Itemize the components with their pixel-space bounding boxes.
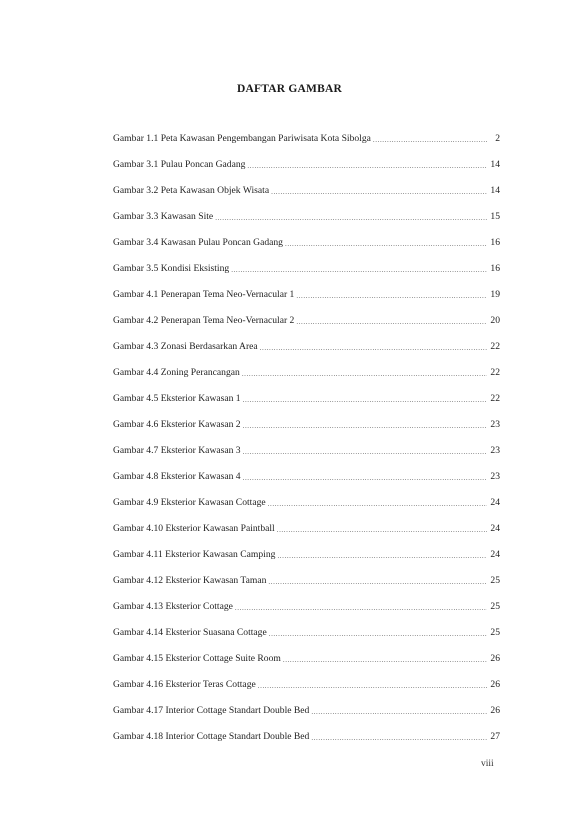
figure-caption: Gambar 4.3 Zonasi Berdasarkan Area: [113, 341, 258, 352]
figure-caption: Gambar 3.1 Pulau Poncan Gadang: [113, 159, 246, 170]
list-item: [113, 210, 500, 236]
dot-leader: [268, 496, 487, 512]
figure-caption: Gambar 4.16 Eksterior Teras Cottage: [113, 679, 256, 690]
list-item: [113, 600, 500, 626]
figure-caption: Gambar 3.5 Kondisi Eksisting: [113, 263, 230, 274]
dot-leader: [285, 236, 487, 252]
dot-leader: [243, 418, 487, 434]
list-item: [113, 314, 500, 340]
figure-page-number: 20: [490, 315, 500, 326]
figure-page-number: 15: [490, 211, 500, 222]
dot-leader: [373, 132, 487, 148]
figure-page-number: 26: [490, 653, 500, 664]
dot-leader: [231, 262, 487, 278]
figure-caption: Gambar 4.2 Penerapan Tema Neo-Vernacular 2: [113, 315, 295, 326]
figure-caption: Gambar 4.6 Eksterior Kawasan 2: [113, 419, 241, 430]
figure-caption: Gambar 4.15 Eksterior Cottage Suite Room: [113, 653, 281, 664]
figure-caption: Gambar 4.5 Eksterior Kawasan 1: [113, 393, 241, 404]
page-number: viii: [481, 759, 494, 769]
list-item: [113, 678, 500, 704]
list-item: [113, 184, 500, 210]
list-item: [113, 262, 500, 288]
figure-page-number: 23: [490, 445, 500, 456]
figure-caption: Gambar 4.7 Eksterior Kawasan 3: [113, 445, 241, 456]
figure-page-number: 14: [490, 159, 500, 170]
dot-leader: [296, 288, 487, 304]
dot-leader: [271, 184, 487, 200]
dot-leader: [260, 340, 487, 356]
figure-caption: Gambar 4.14 Eksterior Suasana Cottage: [113, 627, 267, 638]
page-title: DAFTAR GAMBAR: [237, 83, 342, 95]
figure-caption: Gambar 4.10 Eksterior Kawasan Paintball: [113, 523, 275, 534]
dot-leader: [247, 158, 487, 174]
figure-page-number: 22: [490, 341, 500, 352]
figure-page-number: 25: [490, 627, 500, 638]
list-item: [113, 392, 500, 418]
list-item: [113, 522, 500, 548]
list-item: [113, 730, 500, 756]
dot-leader: [242, 366, 487, 382]
list-item: [113, 158, 500, 184]
figure-caption: Gambar 4.13 Eksterior Cottage: [113, 601, 233, 612]
list-item: [113, 574, 500, 600]
figure-caption: Gambar 1.1 Peta Kawasan Pengembangan Pariwisata Kota Sibolga: [113, 133, 371, 144]
figure-page-number: 24: [490, 497, 500, 508]
figure-caption: Gambar 4.4 Zoning Perancangan: [113, 367, 240, 378]
list-item: [113, 444, 500, 470]
figure-page-number: 25: [490, 601, 500, 612]
list-item: [113, 548, 500, 574]
figure-caption: Gambar 4.18 Interior Cottage Standart Double Bed: [113, 731, 310, 742]
figure-caption: Gambar 4.8 Eksterior Kawasan 4: [113, 471, 241, 482]
figure-caption: Gambar 4.1 Penerapan Tema Neo-Vernacular 1: [113, 289, 295, 300]
figure-caption: Gambar 4.11 Eksterior Kawasan Camping: [113, 549, 276, 560]
figure-page-number: 22: [490, 367, 500, 378]
figure-page-number: 16: [490, 237, 500, 248]
dot-leader: [215, 210, 487, 226]
dot-leader: [243, 470, 487, 486]
dot-leader: [235, 600, 487, 616]
figure-page-number: 27: [490, 731, 500, 742]
figure-page-number: 26: [490, 679, 500, 690]
list-item: [113, 496, 500, 522]
figure-page-number: 19: [490, 289, 500, 300]
dot-leader: [268, 574, 487, 590]
figure-page-number: 24: [490, 523, 500, 534]
figure-caption: Gambar 3.2 Peta Kawasan Objek Wisata: [113, 185, 270, 196]
dot-leader: [243, 444, 487, 460]
dot-leader: [277, 522, 487, 538]
figure-page-number: 23: [490, 471, 500, 482]
list-item: [113, 470, 500, 496]
figure-list: [113, 132, 500, 756]
figure-caption: Gambar 3.3 Kawasan Site: [113, 211, 214, 222]
list-item: [113, 288, 500, 314]
figure-caption: Gambar 4.17 Interior Cottage Standart Double Bed: [113, 705, 310, 716]
dot-leader: [277, 548, 487, 564]
dot-leader: [283, 652, 487, 668]
figure-page-number: 26: [490, 705, 500, 716]
figure-page-number: 25: [490, 575, 500, 586]
figure-page-number: 16: [490, 263, 500, 274]
list-item: [113, 366, 500, 392]
list-item: [113, 340, 500, 366]
dot-leader: [258, 678, 487, 694]
figure-caption: Gambar 3.4 Kawasan Pulau Poncan Gadang: [113, 237, 283, 248]
list-item: [113, 626, 500, 652]
dot-leader: [311, 730, 487, 746]
list-item: [113, 652, 500, 678]
dot-leader: [296, 314, 487, 330]
list-item: [113, 236, 500, 262]
figure-caption: Gambar 4.9 Eksterior Kawasan Cottage: [113, 497, 266, 508]
figure-page-number: 2: [495, 133, 500, 144]
list-item: [113, 418, 500, 444]
figure-page-number: 22: [490, 393, 500, 404]
list-item: [113, 704, 500, 730]
figure-page-number: 14: [490, 185, 500, 196]
dot-leader: [243, 392, 487, 408]
dot-leader: [269, 626, 487, 642]
figure-page-number: 24: [490, 549, 500, 560]
list-item: [113, 132, 500, 158]
figure-caption: Gambar 4.12 Eksterior Kawasan Taman: [113, 575, 267, 586]
figure-page-number: 23: [490, 419, 500, 430]
dot-leader: [311, 704, 487, 720]
